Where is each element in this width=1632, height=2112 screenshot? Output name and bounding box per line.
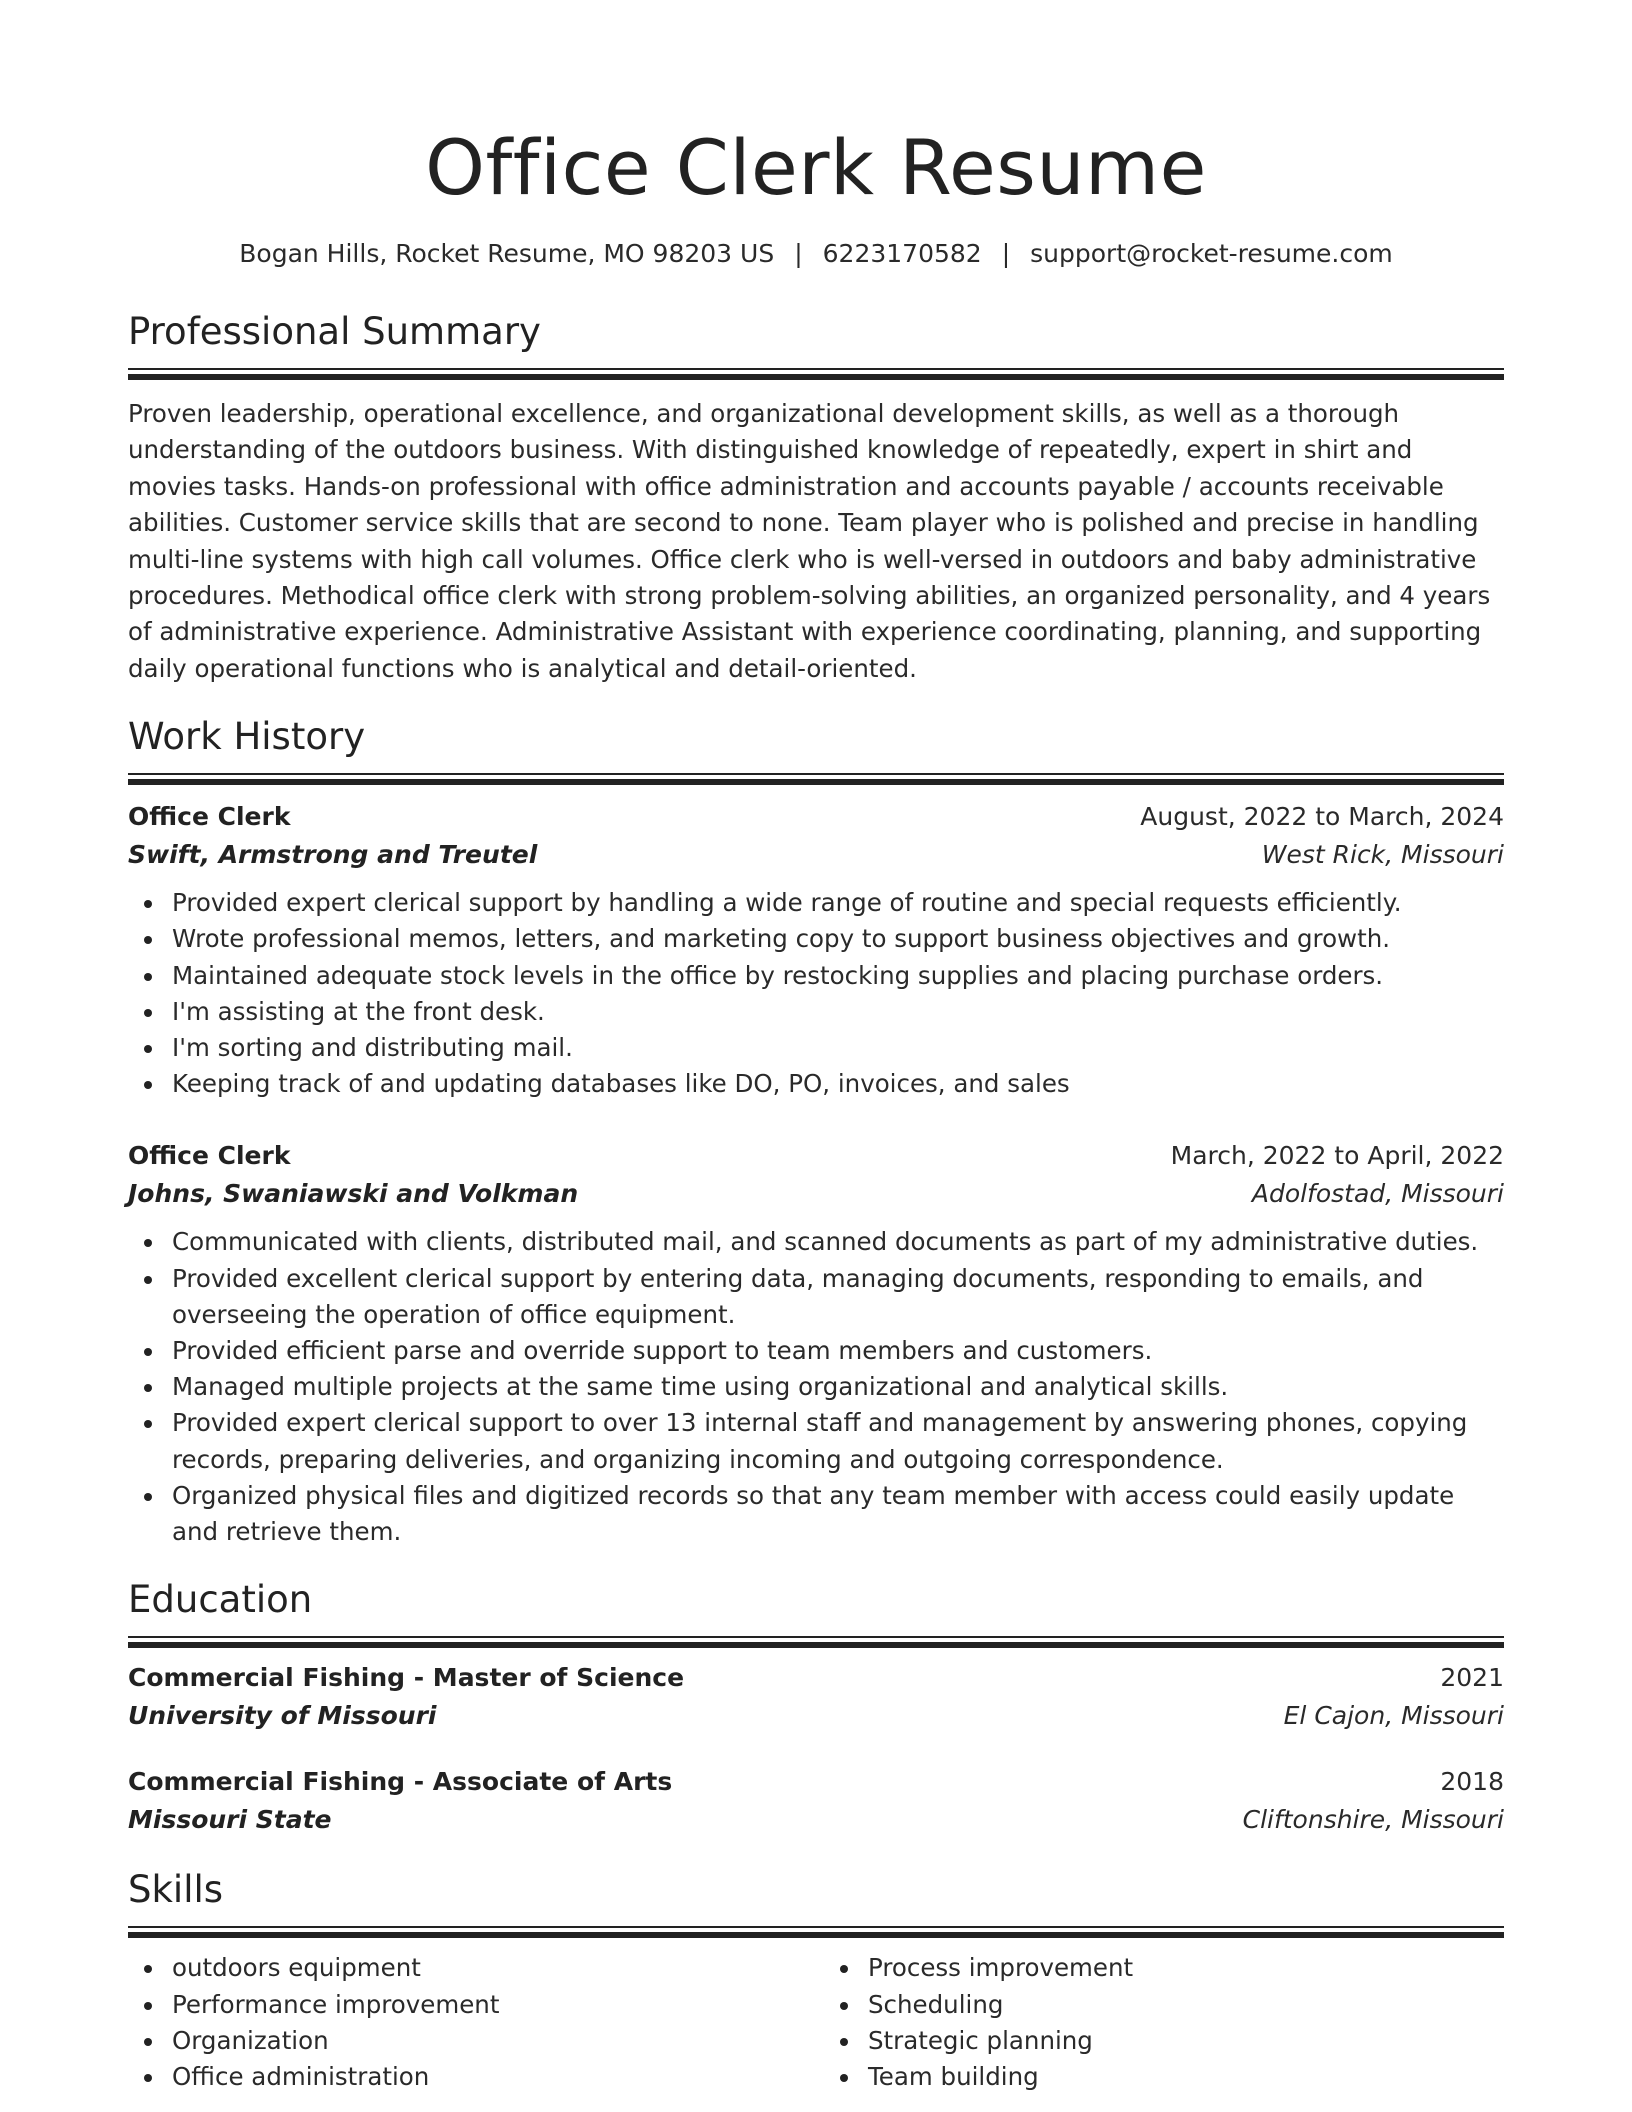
degree-name: Commercial Fishing - Associate of Arts	[128, 1767, 673, 1797]
skill-item: Scheduling	[868, 1987, 1500, 2023]
duty-item: Provided excellent clerical support by entering data, managing documents, responding to emails, and overseeing the operation of office equipment.	[172, 1261, 1504, 1333]
work-history-section	[128, 713, 1504, 1550]
skill-item: Strategic planning	[868, 2023, 1500, 2059]
duty-item: Maintained adequate stock levels in the office by restocking supplies and placing purchase orders.	[172, 958, 1504, 994]
duty-item: Provided expert clerical support to over 13 internal staff and management by answering phones, copying records, preparing deliveries, and organizing incoming and outgoing correspondence.	[172, 1405, 1504, 1477]
company-name: Johns, Swaniawski and Volkman	[128, 1179, 579, 1209]
duty-item: Provided efficient parse and override support to team members and customers.	[172, 1333, 1504, 1369]
education-school-row	[128, 1800, 1504, 1840]
education-header	[128, 1660, 1504, 1696]
job-dates: August, 2022 to March, 2024	[1140, 802, 1504, 832]
company-name: Swift, Armstrong and Treutel	[128, 840, 538, 870]
resume-page	[128, 0, 1504, 2095]
job-header	[128, 799, 1504, 835]
skill-item: Office administration	[172, 2059, 804, 2095]
job-entry	[128, 1138, 1504, 1550]
degree-name: Commercial Fishing - Master of Science	[128, 1663, 685, 1693]
job-title: Office Clerk	[128, 1141, 291, 1171]
graduation-year: 2021	[1440, 1663, 1504, 1693]
section-divider	[128, 1636, 1504, 1648]
duty-item: Provided expert clerical support by handling a wide range of routine and special requests efficiently.	[172, 885, 1504, 921]
page-title: Office Clerk Resume	[425, 123, 1207, 212]
school-location: El Cajon, Missouri	[1283, 1701, 1504, 1731]
graduation-year: 2018	[1440, 1767, 1504, 1797]
skill-item: Process improvement	[868, 1950, 1500, 1986]
job-location: West Rick, Missouri	[1261, 840, 1504, 870]
summary-text: Proven leadership, operational excellence, and organizational development skills, as well as a thorough understanding of the outdoors business. With distinguished knowledge of repeatedly, expert in shirt and movies tasks. Hands-on professional with office administration and accounts payable / accounts receivable abilities. Customer service skills that are second to none. Team player who is polished and precise in handling multi-line systems with high call volumes. Office clerk who is well-versed in outdoors and baby administrative procedures. Methodical office clerk with strong problem-solving abilities, an organized personality, and 4 years of administrative experience. Administrative Assistant with experience coordinating, planning, and supporting daily operational functions who is analytical and detail-oriented.	[128, 399, 1491, 683]
contact-line	[128, 238, 1504, 270]
skills-columns	[128, 1950, 1504, 2095]
education-header	[128, 1764, 1504, 1800]
education-school-row	[128, 1696, 1504, 1736]
skills-list-right	[824, 1950, 1500, 2095]
job-header	[128, 1138, 1504, 1174]
education-heading: Education	[128, 1578, 313, 1622]
duty-item: I'm sorting and distributing mail.	[172, 1030, 1504, 1066]
duty-item: Wrote professional memos, letters, and marketing copy to support business objectives and growth.	[172, 921, 1504, 957]
skills-list-left	[128, 1950, 804, 2095]
job-duties	[128, 885, 1504, 1102]
skill-item: Organization	[172, 2023, 804, 2059]
summary-section	[128, 308, 1504, 687]
contact-address: Bogan Hills, Rocket Resume, MO 98203 US	[239, 239, 775, 268]
duty-item: Keeping track of and updating databases like DO, PO, invoices, and sales	[172, 1066, 1504, 1102]
job-dates: March, 2022 to April, 2022	[1170, 1141, 1504, 1171]
summary-heading: Professional Summary	[128, 310, 541, 353]
contact-separator: |	[794, 239, 803, 268]
education-entry	[128, 1764, 1504, 1840]
education-section	[128, 1576, 1504, 1840]
skills-heading: Skills	[128, 1868, 224, 1912]
contact-email: support@rocket-resume.com	[1030, 239, 1393, 268]
contact-separator: |	[1001, 239, 1011, 268]
section-divider	[128, 368, 1504, 380]
job-location: Adolfostad, Missouri	[1251, 1179, 1504, 1209]
duty-item: Managed multiple projects at the same time using organizational and analytical skills.	[172, 1369, 1504, 1405]
skills-section	[128, 1866, 1504, 2095]
contact-phone: 6223170582	[822, 239, 982, 268]
job-duties	[128, 1224, 1504, 1550]
skill-item: Team building	[868, 2059, 1500, 2095]
section-divider	[128, 1926, 1504, 1938]
education-entry	[128, 1660, 1504, 1736]
job-employer	[128, 1174, 1504, 1214]
job-employer	[128, 835, 1504, 875]
job-entry	[128, 799, 1504, 1102]
skill-item: Performance improvement	[172, 1987, 804, 2023]
section-divider	[128, 773, 1504, 785]
duty-item: Organized physical files and digitized records so that any team member with access could easily update and retrieve them.	[172, 1478, 1504, 1550]
duty-item: I'm assisting at the front desk.	[172, 994, 1504, 1030]
school-name: University of Missouri	[128, 1701, 437, 1731]
job-title: Office Clerk	[128, 802, 291, 832]
duty-item: Communicated with clients, distributed mail, and scanned documents as part of my administrative duties.	[172, 1224, 1504, 1260]
skill-item: outdoors equipment	[172, 1950, 804, 1986]
school-location: Cliftonshire, Missouri	[1242, 1805, 1504, 1835]
work-history-heading: Work History	[128, 715, 366, 759]
school-name: Missouri State	[128, 1805, 332, 1835]
